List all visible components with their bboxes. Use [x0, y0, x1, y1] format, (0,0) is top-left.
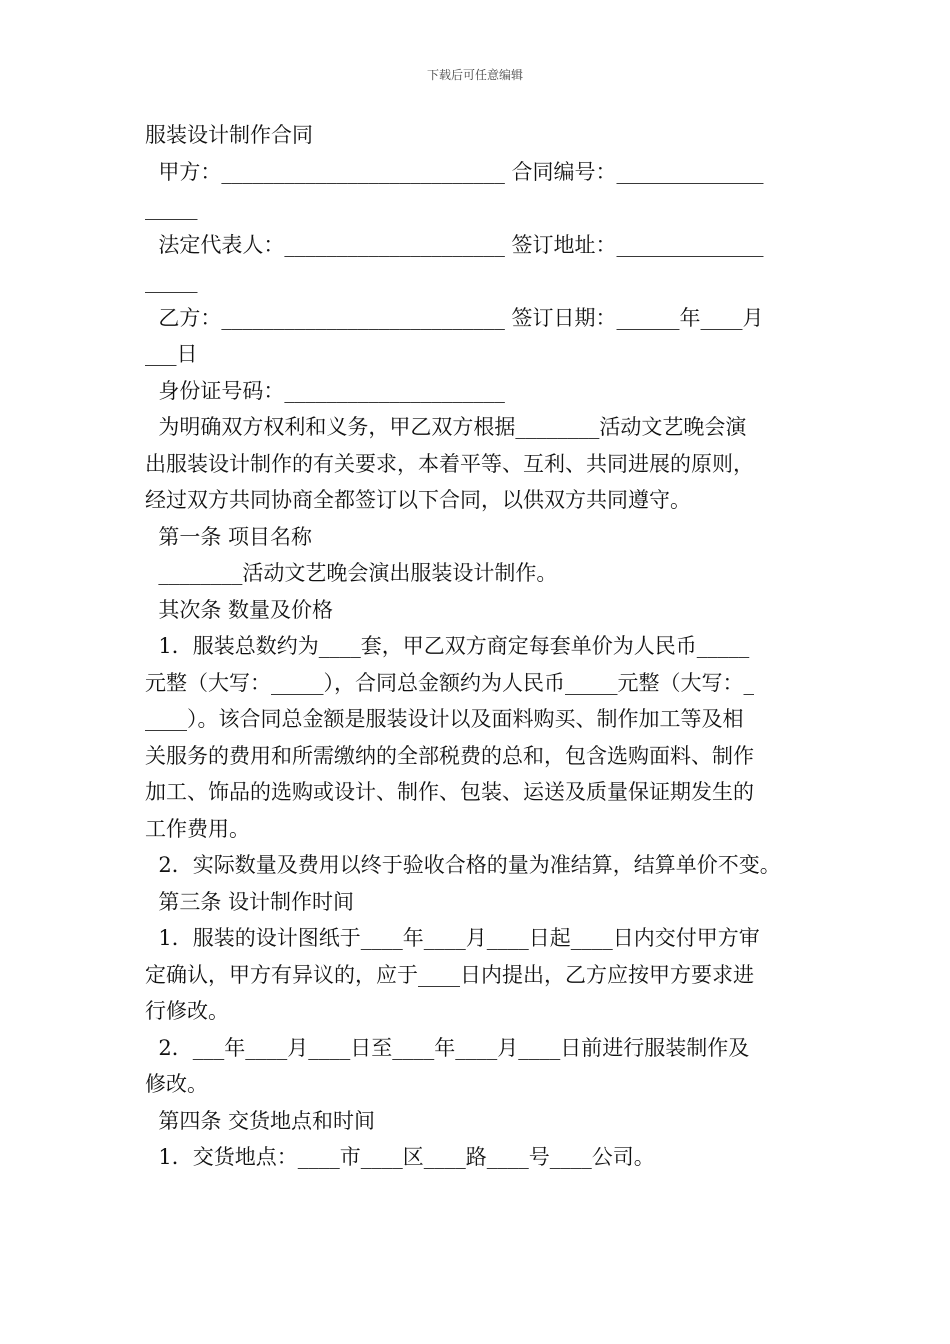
article-2-clause-1-line-6: 工作费用。	[145, 816, 250, 841]
preamble-line-3: 经过双方共同协商全都签订以下合同，以供双方共同遵守。	[145, 488, 691, 512]
party-b-line: 乙方：___________________________ 签订日期：______年____月	[145, 305, 764, 330]
article-3-clause-2-line-2: 修改。	[145, 1072, 208, 1096]
signing-address-wrap: _____	[145, 269, 198, 293]
article-2-clause-1-line-2: 元整（大写：_____），合同总金额约为人民币_____元整（大写：_	[145, 670, 754, 695]
contract-body	[145, 117, 817, 1176]
article-2-clause-2: 2．实际数量及费用以终于验收合格的量为准结算，结算单价不变。	[145, 853, 781, 877]
id-number-line: 身份证号码：_____________________	[145, 378, 505, 403]
article-2-clause-1-line-3: ____）。该合同总金额是服装设计以及面料购买、制作加工等及相	[145, 707, 744, 731]
article-2-clause-1-line-5: 加工、饰品的选购或设计、制作、包装、运送及质量保证期发生的	[145, 780, 754, 804]
article-3-clause-2-line-1: 2．___年____月____日至____年____月____日前进行服装制作及	[145, 1035, 750, 1060]
article-2-clause-1-line-1: 1．服装总数约为____套，甲乙双方商定每套单价为人民币_____	[145, 634, 750, 658]
contract-number-wrap: _____	[145, 196, 198, 220]
party-a-line: 甲方：___________________________ 合同编号：______________	[145, 159, 764, 184]
page-header-note: 下载后可任意编辑	[426, 68, 523, 82]
article-3-clause-1-line-2: 定确认，甲方有异议的，应于____日内提出，乙方应按甲方要求进	[145, 962, 754, 987]
article-4-heading: 第四条 交货地点和时间	[145, 1108, 376, 1133]
article-1-content: ________活动文艺晚会演出服装设计制作。	[145, 561, 558, 585]
preamble-line-2: 出服装设计制作的有关要求，本着平等、互利、共同进展的原则，	[145, 451, 754, 476]
article-3-clause-1-line-1: 1．服装的设计图纸于____年____月____日起____日内交付甲方审	[145, 926, 760, 950]
article-2-clause-1-line-4: 关服务的费用和所需缴纳的全部税费的总和，包含选购面料、制作	[145, 743, 754, 768]
article-3-clause-1-line-3: 行修改。	[145, 999, 229, 1023]
article-3-heading: 第三条 设计制作时间	[145, 889, 355, 914]
article-1-heading: 第一条 项目名称	[145, 524, 313, 549]
contract-title: 服装设计制作合同	[145, 123, 313, 147]
signing-date-wrap: ___日	[145, 342, 198, 366]
article-4-clause-1: 1．交货地点：____市____区____路____号____公司。	[145, 1145, 655, 1169]
preamble-line-1: 为明确双方权利和义务，甲乙双方根据________活动文艺晚会演	[145, 415, 747, 439]
legal-representative-line: 法定代表人：_____________________ 签订地址：______________	[145, 232, 764, 257]
article-2-heading: 其次条 数量及价格	[145, 597, 334, 622]
